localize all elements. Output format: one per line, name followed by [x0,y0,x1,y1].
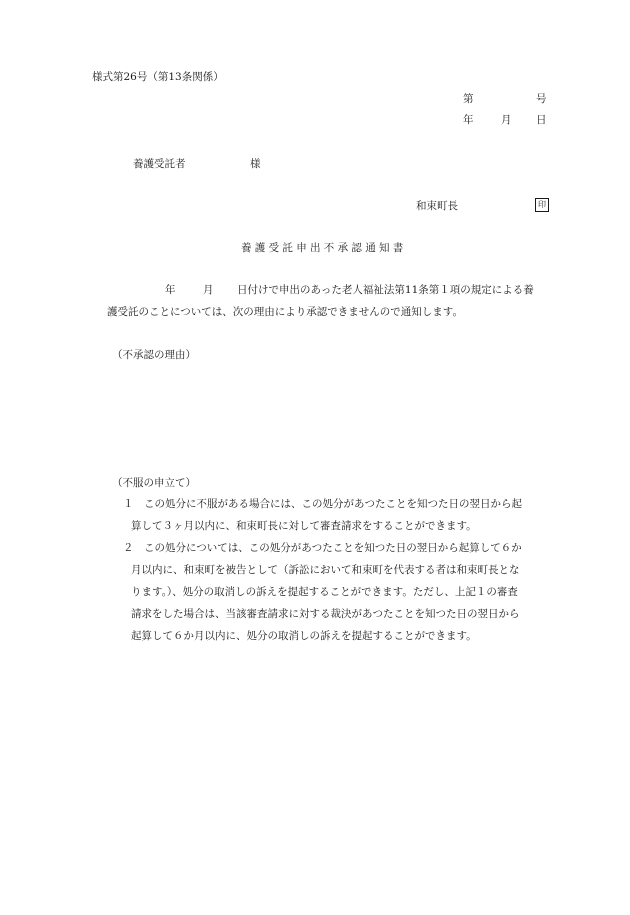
addressee-label: 養護受託者 [133,158,186,170]
objection-item-2-number: ２ [123,542,134,554]
document-number-suffix: 号 [536,93,547,105]
objection-item-2-line-1: この処分については、この処分があつたことを知つた日の翌日から起算して６か [144,542,522,554]
body-year-label: 年 [165,284,176,296]
seal-icon: 印 [535,198,549,212]
objection-item-2-line-4: 請求をした場合は、当該審査請求に対する裁決があつたことを知つた日の翌日から [131,608,520,620]
body-text-line-1: 日付けで申出のあった老人福祉法第11条第１項の規定による養 [237,284,534,296]
addressee-honorific: 様 [250,158,261,170]
objection-item-1-number: １ [123,498,134,510]
objection-item-2-line-5: 起算して６か月以内に、処分の取消しの訴えを提起することができます。 [131,630,477,642]
objection-item-1-line-2: 算して３ヶ月以内に、和束町長に対して審査請求をすることができます。 [131,520,477,532]
reason-heading: （不承認の理由） [112,349,196,361]
objection-item-1-line-1: この処分に不服がある場合には、この処分があつたことを知つた日の翌日から起 [144,498,522,510]
form-number: 様式第26号（第13条関係） [92,71,224,83]
objection-item-2-line-2: 月以内に、和束町を被告として（訴訟において和束町を代表する者は和束町長とな [131,564,520,576]
body-text-line-2: 護受託のことについては、次の理由により承認できませんので通知します。 [107,306,463,318]
issuer-name: 和束町長 [416,200,458,212]
document-title: 養護受託申出不承認通知書 [241,242,407,254]
date-month-label: 月 [501,114,512,126]
body-month-label: 月 [203,284,214,296]
date-day-label: 日 [536,114,547,126]
document-number-prefix: 第 [463,93,474,105]
objection-item-2-line-3: ります。）、処分の取消しの訴えを提起することができます。ただし、上記１の審査 [131,586,518,598]
date-year-label: 年 [463,114,474,126]
objection-heading: （不服の申立て） [112,477,196,489]
